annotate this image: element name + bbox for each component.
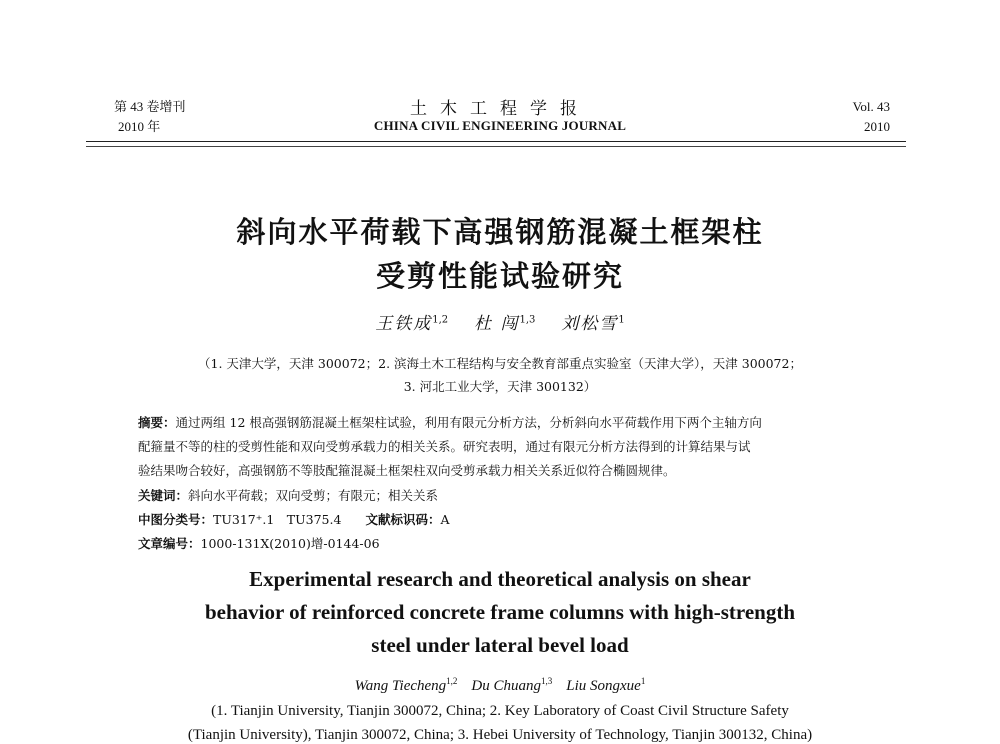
abstract-text-1: 通过两组 12 根高强钢筋混凝土框架柱试验，利用有限元分析方法，分析斜向水平荷载作用下两个主轴方向 bbox=[175, 415, 762, 430]
title-en-line1: Experimental research and theoretical analysis on shear bbox=[249, 567, 751, 591]
doc-code-value: A bbox=[440, 512, 450, 527]
article-number bbox=[138, 534, 864, 552]
classification bbox=[138, 510, 864, 528]
author-cn-1: 王铁成 bbox=[375, 314, 433, 334]
doc-code-label: 文献标识码： bbox=[365, 512, 441, 527]
volume-en: Vol. 43 bbox=[852, 99, 890, 114]
keywords bbox=[138, 486, 864, 504]
volume-cn: 第 43 卷增刊 bbox=[114, 99, 186, 114]
abstract-line1 bbox=[138, 413, 864, 431]
year-cn: 2010 年 bbox=[118, 119, 161, 134]
author-cn-3-sup: 1 bbox=[618, 314, 625, 326]
authors-en bbox=[0, 676, 1000, 695]
author-cn-1-sup: 1,2 bbox=[432, 314, 449, 326]
keywords-label: 关键词： bbox=[138, 488, 189, 503]
clc-label: 中图分类号： bbox=[138, 512, 214, 527]
abstract-label: 摘要： bbox=[138, 415, 176, 430]
abstract-line2: 配箍量不等的柱的受剪性能和双向受剪承载力的相关关系。研究表明，通过有限元分析方法得到的计算结果与试 bbox=[138, 439, 751, 454]
affiliation-cn-line1: （1. 天津大学，天津 300072；2. 滨海土木工程结构与安全教育部重点实验室（天津大学），天津 300072； bbox=[198, 356, 802, 371]
affiliation-en-line1: (1. Tianjin University, Tianjin 300072, China; 2. Key Laboratory of Coast Civil Structure Safety bbox=[211, 703, 789, 719]
author-en-2: Du Chuang bbox=[471, 678, 542, 694]
keywords-value: 斜向水平荷载；双向受剪；有限元；相关关系 bbox=[188, 488, 439, 503]
abstract-line3: 验结果吻合较好，高强钢筋不等肢配箍混凝土框架柱双向受剪承载力相关关系近似符合椭圆规律。 bbox=[138, 463, 676, 478]
authors-cn bbox=[0, 309, 1000, 334]
author-en-1-sup: 1,2 bbox=[446, 676, 458, 686]
author-cn-2: 杜 闯 bbox=[474, 314, 520, 334]
author-cn-2-sup: 1,3 bbox=[519, 314, 536, 326]
header-rule-thin bbox=[86, 146, 906, 147]
article-number-label: 文章编号： bbox=[138, 536, 201, 551]
author-en-3-sup: 1 bbox=[640, 676, 646, 686]
title-en-line2: behavior of reinforced concrete frame columns with high-strength bbox=[204, 600, 796, 624]
author-en-2-sup: 1,3 bbox=[541, 676, 553, 686]
author-en-3: Liu Songxue bbox=[566, 678, 641, 694]
title-cn-line2: 受剪性能试验研究 bbox=[375, 259, 624, 293]
header-rule-thick bbox=[86, 141, 906, 142]
journal-title-en: CHINA CIVIL ENGINEERING JOURNAL bbox=[373, 118, 627, 133]
author-cn-3: 刘松雪 bbox=[561, 314, 619, 334]
clc-value: TU317⁺.1 TU375.4 bbox=[213, 512, 342, 527]
affiliation-cn-line2: 3. 河北工业大学，天津 300132） bbox=[403, 379, 597, 394]
author-en-1: Wang Tiecheng bbox=[354, 678, 447, 694]
title-cn-line1: 斜向水平荷载下高强钢筋混凝土框架柱 bbox=[236, 215, 764, 249]
title-en-line3: steel under lateral bevel load bbox=[371, 633, 629, 657]
header-right bbox=[853, 97, 890, 137]
article-number-value: 1000-131X(2010)增-0144-06 bbox=[200, 536, 380, 551]
journal-title-cn: 土木工程学报 bbox=[410, 99, 590, 119]
year-en: 2010 bbox=[864, 119, 890, 134]
affiliation-en-line2: (Tianjin University), Tianjin 300072, China; 3. Hebei University of Technology, Tianjin 300132, China) bbox=[187, 727, 813, 743]
